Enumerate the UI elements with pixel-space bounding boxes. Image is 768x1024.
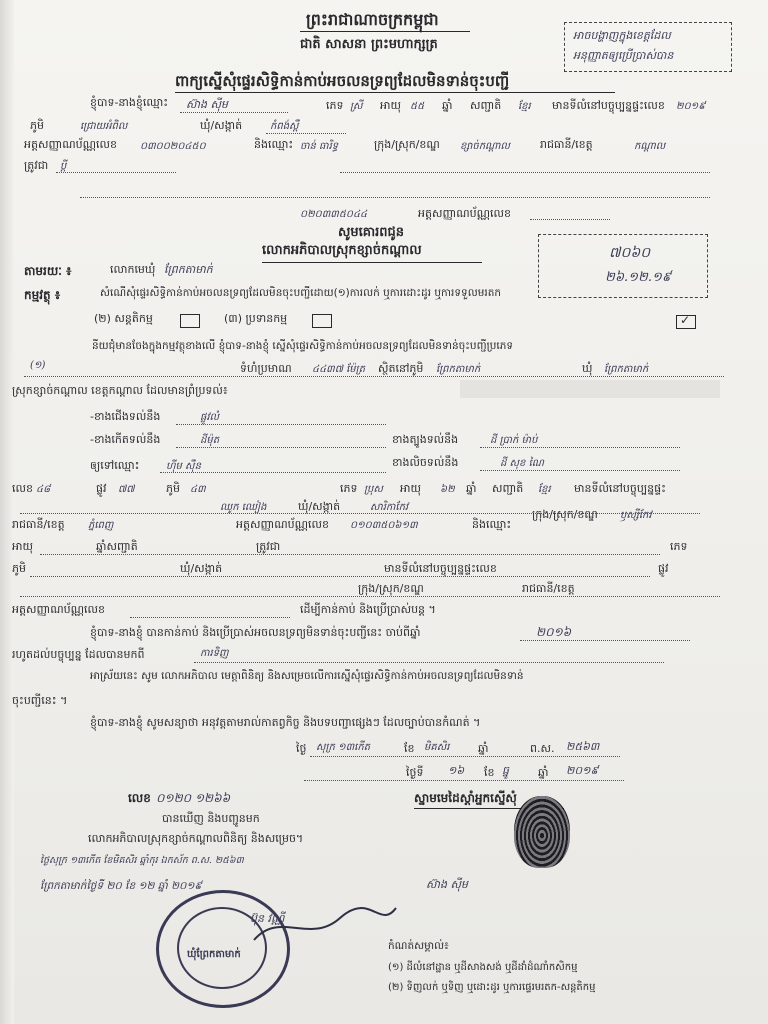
kingdom-title: ព្រះរាជាណាចក្រកម្ពុជា: [306, 10, 439, 29]
approval-to-line: លោកអភិបាលស្រុកខ្សាច់កណ្ដាលពិនិត្យ និងសម្រេច។: [88, 832, 304, 845]
applicant-province-value: កណ្ដាល: [634, 141, 666, 152]
south-dots: [480, 447, 680, 448]
give-to-value: ហ៊ីម ស៊ឺន: [166, 461, 201, 472]
respectfully-label: សូមគោរពជូន: [338, 225, 405, 240]
located-commune-value: ព្រែកតាមាក់: [604, 364, 649, 375]
via-commune-value: ព្រែកតាមាក់: [164, 263, 213, 276]
applicant-issued-label: ត្រូវជា: [24, 159, 49, 172]
recipient-nationality-label: សញ្ជាតិ: [492, 482, 524, 495]
applicant-and-name-label: និងឈ្មោះ: [254, 138, 294, 151]
declaration-line1: ខ្ញុំបាទ-នាងខ្ញុំ បានកាន់កាប់ និងប្រើប្រាស់អចលនទ្រព្យមិនទាន់ចុះបញ្ជីនេះ ចាប់ពីឆ្នាំ: [90, 626, 421, 639]
solar-day-label: ថ្ងៃទី: [406, 766, 424, 779]
south-boundary-value: ដី ប្រាក់ ម៉ាប់: [490, 435, 538, 446]
applicant-id-label: អត្តសញ្ញាណប័ណ្ណលេខ: [24, 138, 117, 151]
option2-label: (២) សន្តតិកម្ម: [94, 312, 153, 325]
applicant-age-value: ៥៥: [410, 101, 425, 112]
recipient-commune2-label: ឃុំ/សង្កាត់: [180, 562, 223, 575]
applicant-address-label: មានទីលំនៅបច្ចុប្បន្នផ្ទះលេខ: [552, 99, 665, 112]
lunar-date-dots: [310, 756, 620, 757]
declaration-line2: រហូតដល់បច្ចុប្បន្ន ដែលបានមកពី: [12, 648, 145, 661]
form-title-underline: [175, 92, 615, 93]
thumbprint-image: [514, 796, 570, 868]
subject-label: កម្មវត្ថុ ៖: [24, 288, 61, 302]
recipient-village2-label: ភូមិ: [12, 562, 26, 575]
recipient-id-label: អត្តសញ្ញាណប័ណ្ណលេខ: [236, 518, 329, 531]
row-village2-dots: [30, 576, 650, 577]
declaration-line3: អាស្រ័យនេះ សូម លោកអភិបាល មេត្តាពិនិត្យ និងសម្រេចលើការស្នើសុំផ្ទេរសិទ្ធិកាន់កាប់អចលនទ្រព្យដែលមិនទាន់: [90, 670, 524, 682]
note-2: (២) ទិញលក់ ឬទិញ ឬដោះដូរ ឬការផ្ទេរមរតក-សន្តតិកម្ម: [388, 982, 596, 993]
reference-text: នីយជុំមានចែងក្នុងកម្មវត្ថុខាងលើ ខ្ញុំបាទ-នាងខ្ញុំ ស្នើសុំផ្ទេរសិទ្ធិកាន់កាប់អចលនទ្រព្យដែលមិនទាន់ចុះបញ្ជីប្រភេទ: [92, 340, 514, 352]
recipient-age2-label: អាយុ: [12, 540, 33, 553]
applicant-sex-label: ភេទ: [326, 99, 344, 112]
form-title: ពាក្យស្នើសុំផ្ទេរសិទ្ធិកាន់កាប់អចលនទ្រព្យដែលមិនទាន់ចុះបញ្ជី: [175, 72, 510, 90]
recipient-commune-dots: [20, 513, 700, 514]
corner-stamp-line2: អនុញ្ញាតឲ្យប្រើប្រាស់បាន: [573, 49, 674, 62]
recipient-issued-label: ត្រូវជា: [256, 540, 281, 553]
row-district2-dots: [20, 596, 720, 597]
south-boundary-label: ខាងត្បូងទល់នឹង: [392, 433, 459, 446]
district-line-dots: [80, 197, 710, 198]
lunar-year-label: ឆ្នាំ: [478, 742, 489, 755]
recipient-street2-label: ផ្លូវ: [658, 562, 669, 575]
recipient-father-value: ឈូក ឈៀង: [220, 502, 267, 513]
recipient-and-name-label: និងឈ្មោះ: [472, 518, 512, 531]
recipient-province-value: ភ្នំពេញ: [88, 520, 114, 531]
recipient-village-value: ៤៣: [190, 484, 206, 495]
area-label: ទំហំប្រមាណ: [240, 362, 292, 375]
applicant-sex-value: ស្រី: [350, 101, 363, 112]
solar-month-value: ធ្នូ: [502, 764, 509, 777]
option1-check-mark: ✓: [680, 313, 691, 327]
option3-label: (៣) ប្រទានកម្ម: [224, 312, 288, 325]
faded-print-area: [460, 380, 720, 398]
declaration-line4: ចុះបញ្ជីនេះ ។: [12, 694, 68, 707]
north-boundary-value: ផ្លូវលំ: [200, 412, 220, 423]
recipient-id-value: ០១០៣៥០៦១៣: [350, 520, 418, 531]
solar-year-label: ឆ្នាំ: [538, 766, 549, 779]
recipient-underline: [262, 262, 482, 263]
declaration-year-dots: [520, 640, 690, 641]
recipient-id2-label: អត្តសញ្ញាណប័ណ្ណលេខ: [12, 603, 105, 616]
id2-dots: [530, 219, 610, 220]
recipient-commune-label: ឃុំ/សង្កាត់: [298, 500, 341, 513]
option2-checkbox[interactable]: [180, 314, 200, 328]
subject-text: សំណើសុំផ្ទេរសិទ្ធិកាន់កាប់អចលនទ្រព្យដែលមិនចុះបញ្ជីដោយ(១)ការលក់ ឬការដោះដូរ ឬការទទួលមរតក: [100, 287, 502, 299]
recipient-address2-label: មានទីលំនៅបច្ចុប្បន្នផ្ទះលេខ: [384, 562, 497, 575]
issued-dots: [56, 172, 176, 173]
recipient-house-value: ៤៨: [36, 484, 51, 495]
give-to-dots: [160, 472, 386, 473]
located-commune-label: ឃុំ: [582, 362, 593, 375]
declaration-line5: ខ្ញុំបាទ-នាងខ្ញុំ សូមសន្យាថា អនុវត្តតាមរាល់កាតព្វកិច្ច និងបទបញ្ជាផ្សេងៗ ដែលច្បាប់បានកំណត់ ។: [90, 716, 481, 729]
solar-year-value: ២០១៩: [566, 764, 599, 777]
applicant-year-label: ឆ្នាំ: [442, 99, 453, 112]
solar-date-dots: [304, 780, 624, 781]
applicant-village-label: ភូមិ: [30, 119, 44, 132]
via-text: លោកមេឃុំ: [110, 263, 156, 276]
applicant-commune-dots: [266, 133, 346, 134]
declaration-source-value: ការទិញ: [200, 648, 229, 659]
approval-date-line2: ព្រែកតាមាក់ថ្ងៃទី ២០ ខែ ១២ ឆ្នាំ ២០១៩: [40, 880, 202, 892]
applicant-district-label: ក្រុង/ស្រុក/ខណ្ឌ: [374, 138, 440, 151]
via-label: តាមរយៈ ៖: [24, 264, 72, 278]
recipient-street-label: ផ្លូវ: [96, 482, 107, 495]
kingdom-underline: [300, 31, 470, 32]
recipient-street-value: ៧៧: [118, 484, 135, 495]
applicant-issued-value: ប្ដី: [60, 161, 67, 172]
applicant-name-value: ស៊ាង ស៊ីម: [186, 98, 228, 111]
receipt-stamp: [538, 234, 708, 298]
give-to-label: ឲ្យទៅឈ្មោះ: [90, 459, 140, 472]
applicant-province-label: រាជធានី/ខេត្ត: [540, 138, 593, 151]
declaration-source-dots: [194, 662, 664, 663]
solar-day-value: ១៦: [448, 764, 465, 777]
recipient-village-label: ភូមិ: [166, 482, 180, 495]
approval-signature: [250, 900, 400, 950]
approval-date-line1: ថ្ងៃសុក្រ ១៣កើត ខែមិគសិរ ឆ្នាំកុរ ឯកស័ក ព.ស. ២៥៦៣: [40, 855, 244, 866]
row-id2-dots: [130, 617, 290, 618]
note-1: (១) ដីលំនៅដ្ឋាន ឬដីសាងសង់ ឬដីដាំដំណាំកសិកម្ម: [388, 962, 578, 973]
applicant-id2-value: ០២០៣៣៥០៤៤: [300, 209, 368, 220]
era-label: ព.ស.: [530, 742, 555, 755]
recipient-district2-label: ក្រុង/ស្រុក/ខណ្ឌ: [358, 582, 424, 595]
receipt-date: ២៦.១២.១៩: [605, 270, 672, 285]
applicant-nationality-label: សញ្ជាតិ: [470, 99, 502, 112]
applicant-id2-label: អត្តសញ្ញាណប័ណ្ណលេខ: [418, 207, 511, 220]
recipient-sex-label: ភេទ: [340, 482, 358, 495]
address-line2-dots: [340, 172, 710, 173]
option3-checkbox[interactable]: [312, 314, 332, 328]
receipt-number: ៧០៦០: [609, 245, 651, 261]
national-motto: ជាតិ សាសនា ព្រះមហាក្សត្រ: [300, 37, 438, 52]
notes-title: កំណត់សម្គាល់៖: [388, 940, 449, 952]
applicant-intro-label: ខ្ញុំបាទ-នាងខ្ញុំឈ្មោះ: [90, 96, 169, 109]
recipient-year-label: ឆ្នាំ: [466, 482, 477, 495]
west-boundary-label: ខាងលិចទល់នឹង: [392, 456, 459, 469]
applicant-and-name-value: ចាន់ ធារិទ្ធ: [300, 141, 339, 152]
recipient-year2-label: ឆ្នាំសញ្ជាតិ: [96, 540, 138, 553]
declaration-year-value: ២០១៦: [536, 625, 572, 639]
located-label: ស្ថិតនៅភូមិ: [378, 362, 424, 375]
recipient-province-label: រាជធានី/ខេត្ត: [12, 518, 65, 531]
thumbprint-label: ស្នាមមេដៃស្ដាំអ្នកស្នើសុំ: [414, 791, 517, 805]
lunar-day-label: ថ្ងៃ: [296, 742, 307, 755]
recipient-sex-value: ប្រុស: [364, 484, 383, 495]
recipient-province2-label: រាជធានី/ខេត្ត: [522, 582, 575, 595]
east-dots: [176, 447, 386, 448]
page-shadow: [0, 0, 14, 1024]
east-boundary-label: -ខាងកើតទល់នឹង: [90, 433, 161, 446]
applicant-nationality-value: ខ្មែរ: [518, 101, 531, 112]
corner-stamp-line1: អាចបង្ហាញក្នុងខេត្តដែល: [573, 29, 671, 42]
lunar-day-value: សុក្រ ១៣កើត: [316, 742, 371, 753]
approval-number-value: ០១២០ ១២៦៦: [156, 791, 231, 805]
applicant-village-value: ជ្រោយអំពិល: [80, 121, 128, 132]
north-boundary-label: -ខាងជើងទល់នឹង: [90, 410, 161, 423]
recipient-district-label: ក្រុង/ស្រុក/ខណ្ឌ: [532, 508, 598, 521]
lunar-month-value: មិគសិរ: [424, 742, 450, 753]
recipient-house-label: លេខ: [12, 482, 33, 495]
located-value: ព្រែកតាមាក់: [436, 364, 481, 375]
approval-number-label: លេខ: [128, 791, 151, 805]
located-dots: [24, 376, 724, 377]
west-dots: [480, 470, 680, 471]
thumbprint-name: ស៊ាង ស៊ីម: [426, 878, 468, 891]
solar-month-label: ខែ: [484, 766, 495, 779]
land-type-value: (១): [30, 360, 46, 371]
applicant-address-value: ២០១៩: [676, 101, 706, 112]
district-line: ស្រុកខ្សាច់កណ្ដាល ខេត្តកណ្ដាល ដែលមានព្រំប្រទល់៖: [12, 384, 228, 397]
area-value: ៤៤៣៧ ម៉ែត្រ: [312, 364, 365, 375]
recipient-age-value: ៦២: [440, 484, 455, 495]
corner-stamp: [564, 22, 732, 72]
recipient-address-label: មានទីលំនៅបច្ចុប្បន្នផ្ទះ: [574, 482, 666, 495]
applicant-id-value: ០៣០០២០៤៥០: [140, 141, 206, 152]
era-value: ២៥៦៣: [566, 740, 600, 753]
applicant-commune-value: កំពង់ស្ពឺ: [270, 121, 299, 132]
seal-text: ឃុំព្រែកតាមាក់: [187, 949, 241, 960]
recipient-title: លោកអភិបាលស្រុកខ្សាច់កណ្ដាល: [262, 243, 422, 258]
recipient-district-value: ឫស្សីកែវ: [620, 510, 652, 521]
recipient-nationality-value: ខ្មែរ: [538, 484, 551, 495]
recipient-commune-value: សារិកាកែវ: [370, 502, 409, 513]
approval-signer-name: ប៊ុន វណ្ណី: [250, 912, 285, 925]
lunar-month-label: ខែ: [404, 742, 415, 755]
applicant-district-value: ខ្សាច់កណ្ដាល: [460, 141, 510, 152]
recipient-sex2-label: ភេទ: [670, 540, 688, 553]
recipient-purpose: ដើម្បីកាន់កាប់ និងប្រើប្រាស់បន្ត ។: [300, 603, 436, 616]
east-boundary-value: ដីម៉ុត: [200, 435, 220, 446]
row-age2-dots: [40, 554, 660, 555]
applicant-age-label: អាយុ: [380, 99, 401, 112]
approval-seen-line: បានឃើញ និងបញ្ជូនមក: [162, 812, 260, 825]
applicant-commune-label: ឃុំ/សង្កាត់: [200, 119, 243, 132]
west-boundary-value: ដី សុខ ណៃ: [500, 458, 544, 469]
north-dots: [176, 424, 386, 425]
recipient-age-label: អាយុ: [400, 482, 421, 495]
